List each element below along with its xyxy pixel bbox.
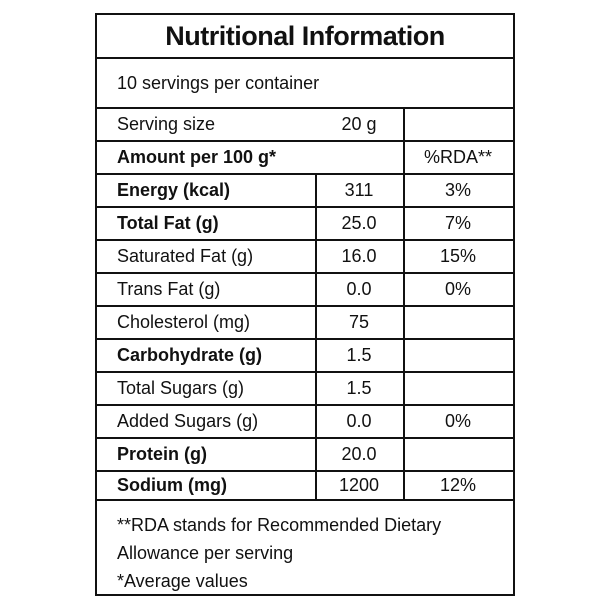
nutrient-row bbox=[97, 307, 513, 340]
footnote-rda-definition: **RDA stands for Recommended Dietary bbox=[117, 515, 442, 535]
nutrient-name: Total Fat (g) bbox=[117, 213, 219, 233]
nutrient-value: 20.0 bbox=[341, 444, 377, 464]
serving-size-row bbox=[97, 109, 513, 142]
nutrient-name: Added Sugars (g) bbox=[117, 411, 259, 431]
nutrient-value: 0.0 bbox=[346, 279, 372, 299]
footnotes bbox=[97, 499, 513, 594]
nutrient-row bbox=[97, 340, 513, 373]
column-divider bbox=[403, 274, 405, 305]
column-divider bbox=[315, 472, 317, 499]
nutrient-name: Cholesterol (mg) bbox=[117, 312, 251, 332]
column-divider bbox=[403, 175, 405, 206]
nutrient-row bbox=[97, 175, 513, 208]
footnote-average-values: *Average values bbox=[117, 571, 248, 591]
amount-per-label: Amount per 100 g* bbox=[117, 147, 277, 167]
column-divider bbox=[315, 274, 317, 305]
nutrient-value: 1.5 bbox=[346, 345, 372, 365]
nutrient-rda: 7% bbox=[444, 213, 471, 233]
column-divider bbox=[315, 175, 317, 206]
nutrient-value: 1.5 bbox=[346, 378, 372, 398]
nutrient-value: 311 bbox=[344, 180, 374, 200]
nutrient-rda: 0% bbox=[444, 279, 471, 299]
rda-header: %RDA** bbox=[423, 147, 493, 167]
nutrient-name: Saturated Fat (g) bbox=[117, 246, 254, 266]
nutrient-row bbox=[97, 274, 513, 307]
nutrient-rda: 3% bbox=[444, 180, 471, 200]
nutrient-row bbox=[97, 208, 513, 241]
nutrient-name: Energy (kcal) bbox=[117, 180, 231, 200]
nutrient-row bbox=[97, 472, 513, 501]
column-divider bbox=[403, 241, 405, 272]
column-divider bbox=[403, 406, 405, 437]
nutrient-name: Trans Fat (g) bbox=[117, 279, 221, 299]
column-divider bbox=[315, 208, 317, 239]
column-divider bbox=[315, 241, 317, 272]
servings-per-container: 10 servings per container bbox=[97, 59, 513, 109]
column-divider bbox=[315, 406, 317, 437]
nutrient-rda: 0% bbox=[444, 411, 471, 431]
nutrient-rda bbox=[403, 373, 513, 404]
nutrient-rda bbox=[403, 307, 513, 338]
column-divider bbox=[315, 373, 317, 404]
nutrient-row bbox=[97, 439, 513, 472]
nutrient-name: Carbohydrate (g) bbox=[117, 345, 263, 365]
column-divider bbox=[315, 340, 317, 371]
nutrient-rda: 15% bbox=[439, 246, 477, 266]
nutrient-value: 25.0 bbox=[341, 213, 377, 233]
column-divider bbox=[403, 109, 405, 140]
nutrient-name: Sodium (mg) bbox=[117, 475, 227, 495]
nutrient-rda bbox=[403, 439, 513, 470]
nutrient-row bbox=[97, 406, 513, 439]
nutrient-value: 16.0 bbox=[341, 246, 377, 266]
nutrient-value: 75 bbox=[348, 312, 370, 332]
column-divider bbox=[403, 439, 405, 470]
nutrient-rda bbox=[403, 340, 513, 371]
serving-size-label: Serving size bbox=[117, 114, 216, 134]
serving-size-value: 20 g bbox=[341, 114, 377, 134]
column-divider bbox=[315, 439, 317, 470]
nutrient-rda: 12% bbox=[439, 475, 477, 495]
nutrient-row bbox=[97, 241, 513, 274]
nutrient-name: Protein (g) bbox=[117, 444, 207, 464]
column-divider bbox=[403, 142, 405, 173]
column-divider bbox=[403, 307, 405, 338]
nutrient-name: Total Sugars (g) bbox=[117, 378, 245, 398]
nutrient-value: 0.0 bbox=[346, 411, 372, 431]
column-divider bbox=[403, 340, 405, 371]
column-divider bbox=[403, 472, 405, 499]
column-divider bbox=[403, 373, 405, 404]
nutrient-row bbox=[97, 373, 513, 406]
column-divider bbox=[403, 208, 405, 239]
nutrition-label bbox=[95, 13, 515, 596]
footnote-rda-definition-cont: Allowance per serving bbox=[117, 543, 294, 563]
label-title: Nutritional Information bbox=[97, 15, 513, 59]
nutrient-value: 1200 bbox=[338, 475, 380, 495]
column-divider bbox=[315, 307, 317, 338]
amount-header-row bbox=[97, 142, 513, 175]
